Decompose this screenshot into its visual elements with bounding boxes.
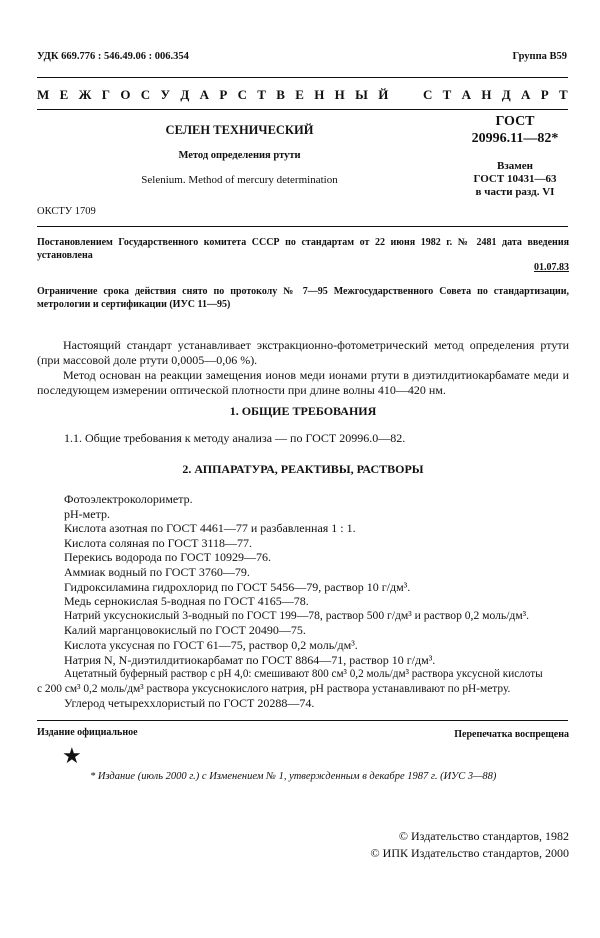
copyright-2000: © ИПК Издательство стандартов, 2000 (370, 846, 569, 860)
list-item: Кислота азотная по ГОСТ 4461—77 и разбавленная 1 : 1. (64, 521, 356, 536)
okstu-code: ОКСТУ 1709 (37, 206, 96, 217)
reprint-prohibited-label: Перепечатка воспрещена (454, 729, 569, 740)
banner-letter: С (422, 87, 433, 102)
validity-limit-note: Ограничение срока действия снято по протоколу № 7—95 Межгосударственного Совета по стандартизации, метрологии и сертификации (ИУС 11—95) (37, 286, 569, 310)
banner-letter: Д (180, 87, 190, 102)
replaces-number: ГОСТ 10431—63 (473, 173, 557, 185)
document-subtitle: Метод определения ртути (178, 150, 301, 161)
interstate-standard-banner (37, 87, 568, 103)
section-2-title: 2. АППАРАТУРА, РЕАКТИВЫ, РАСТВОРЫ (182, 462, 424, 476)
list-item: Медь сернокислая 5-водная по ГОСТ 4165—78. (64, 594, 309, 609)
banner-letter: Н (334, 87, 345, 102)
top-rule-2 (37, 109, 568, 110)
banner-letter: Ж (78, 87, 92, 102)
banner-letter (399, 87, 413, 103)
banner-letter: Р (540, 87, 549, 102)
banner-letter: А (461, 87, 472, 102)
banner-letter: Е (295, 87, 304, 102)
list-item: Перекись водорода по ГОСТ 10929—76. (64, 550, 272, 565)
official-edition-label: Издание официальное (37, 727, 138, 738)
list-item: с 200 см³ 0,2 моль/дм³ раствора уксуснокислого натрия, pH раствора устанавливают по pH-метру. (37, 682, 511, 695)
copyright-1982: © Издательство стандартов, 1982 (398, 829, 569, 843)
banner-letter: Н (481, 87, 492, 102)
banner-letter: С (140, 87, 151, 102)
replaces-label: Взамен (497, 160, 533, 172)
banner-letter: А (521, 87, 531, 102)
banner-letter: Е (59, 87, 69, 102)
banner-letter: Ы (355, 87, 368, 102)
banner-letter: Т (559, 87, 568, 102)
list-item: Натрий уксуснокислый 3-водный по ГОСТ 199—78, раствор 500 г/дм³ и раствор 0,2 моль/дм³. (64, 608, 530, 622)
intro-paragraph-2: Метод основан на реакции замещения ионов меди ионами ртути в диэтилдитиокарбамате меди и последующем измерении оптической плотности при длине волны 410—420 нм. (37, 368, 569, 397)
gost-number: 20996.11—82* (471, 131, 559, 146)
list-item: Кислота уксусная по ГОСТ 61—75, раствор 0,2 моль/дм³. (64, 637, 358, 652)
list-item: Ацетатный буферный раствор с pH 4,0: смешивают 800 см³ 0,2 моль/дм³ раствора уксусной кислоты (64, 668, 543, 681)
banner-letter: Д (501, 87, 511, 102)
banner-letter: В (276, 87, 285, 102)
banner-letter: Й (378, 87, 389, 102)
list-item: Калий марганцовокислый по ГОСТ 20490—75. (64, 623, 306, 638)
clause-1-1: 1.1. Общие требования к методу анализа — по ГОСТ 20996.0—82. (64, 431, 406, 445)
replaces-part: в части разд. VI (475, 186, 555, 198)
banner-letter: Т (257, 87, 266, 102)
footer-rule (37, 720, 568, 721)
group-code: Группа В59 (512, 51, 567, 62)
banner-letter: А (199, 87, 209, 102)
banner-letter: М (37, 87, 50, 102)
banner-letter: У (160, 87, 171, 102)
introduction-date: 01.07.83 (534, 262, 569, 273)
list-item: Кислота соляная по ГОСТ 3118—77. (64, 535, 253, 550)
banner-letter: Т (442, 87, 452, 102)
list-item: pH-метр. (64, 506, 110, 521)
section-1-title: 1. ОБЩИЕ ТРЕБОВАНИЯ (229, 404, 377, 418)
list-item: Углерод четыреххлористый по ГОСТ 20288—74. (64, 696, 315, 711)
reagents-list (37, 492, 569, 711)
intro-paragraph-1: Настоящий стандарт устанавливает экстракционно-фотометрический метод определения ртути (при массовой доле ртути 0,0005—0,06 %). (37, 338, 569, 367)
banner-letter: С (237, 87, 247, 102)
banner-letter: О (120, 87, 131, 102)
banner-letter: Н (314, 87, 325, 102)
english-title: Selenium. Method of mercury determination (141, 174, 338, 186)
list-item: Фотоэлектроколориметр. (64, 492, 193, 506)
list-item: Аммиак водный по ГОСТ 3760—79. (64, 564, 250, 579)
top-rule-1 (37, 77, 568, 78)
udk-code: УДК 669.776 : 546.49.06 : 006.354 (37, 51, 189, 62)
banner-letter: Р (219, 87, 228, 102)
document-title: СЕЛЕН ТЕХНИЧЕСКИЙ (165, 123, 314, 137)
banner-letter: Г (101, 87, 111, 102)
edition-note: * Издание (июль 2000 г.) с Изменением № 1, утвержденным в декабре 1987 г. (ИУС 3—88) (90, 771, 497, 782)
header-bottom-rule (37, 226, 568, 227)
list-item: Натрия N, N-диэтилдитиокарбамат по ГОСТ 8864—71, раствор 10 г/дм³. (64, 652, 436, 667)
decree-text: Постановлением Государственного комитета СССР по стандартам от 22 июня 1982 г. № 2481 дата введения установлена (37, 237, 569, 261)
gost-label: ГОСТ (495, 114, 535, 129)
list-item: Гидроксиламина гидрохлорид по ГОСТ 5456—79, раствор 10 г/дм³. (64, 579, 411, 594)
star-icon: ★ (62, 743, 82, 768)
